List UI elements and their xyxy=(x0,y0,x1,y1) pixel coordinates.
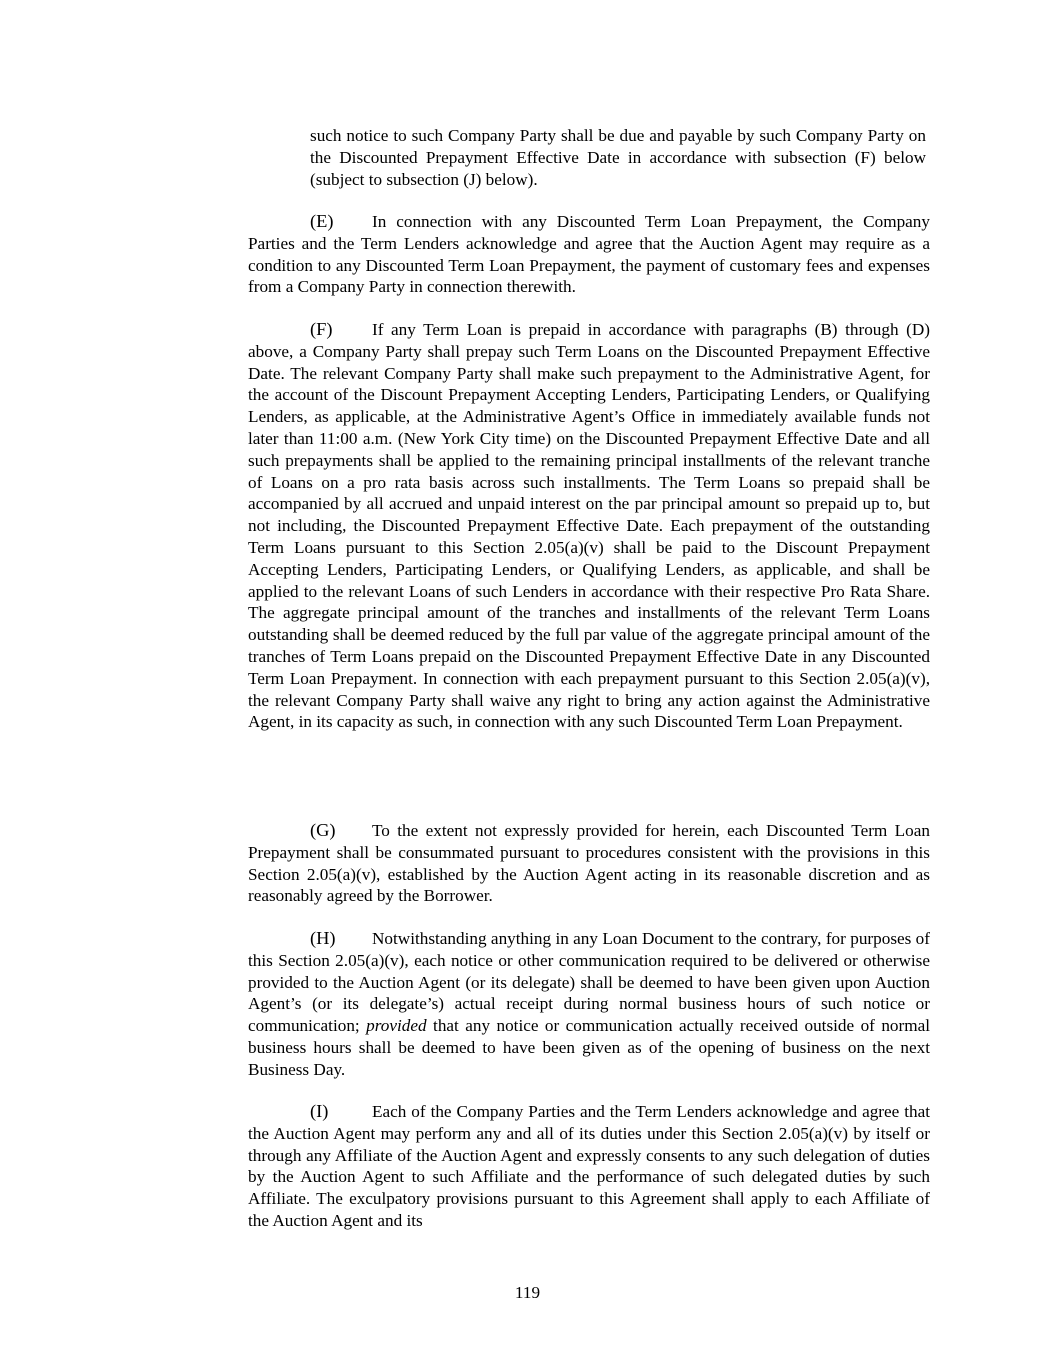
page-number: 119 xyxy=(514,1283,541,1302)
paragraph-f-label: (F) xyxy=(310,319,333,339)
paragraph-h-text-before: Notwithstanding anything in any Loan Document to the contrary, for purposes of this Section 2.05(a)(v), each notice or other communication required to be delivered or otherwise provided to the Auction Agent (or its delegate) shall be deemed to have been given upon Auction Agent’s (or its delegate’s) actual receipt during normal business hours of such notice or communication; xyxy=(248,929,930,1036)
paragraph-g xyxy=(248,820,930,907)
paragraph-h xyxy=(248,928,930,1081)
paragraph-f-text: If any Term Loan is prepaid in accordance with paragraphs (B) through (D) above, a Company Party shall prepay such Term Loans on the Discounted Prepayment Effective Date. The relevant Company Party shall make such prepayment to the Administrative Agent, for the account of the Discount Prepayment Accepting Lenders, Participating Lenders, or Qualifying Lenders, as applicable, at the Administrative Agent’s Office in immediately available funds not later than 11:00 a.m. (New York City time) on the Discounted Prepayment Effective Date and all such prepayments shall be applied to the remaining principal installments of the relevant tranche of Loans on a pro rata basis across such installments. The Term Loans so prepaid shall be accompanied by all accrued and unpaid interest on the par principal amount so prepaid up to, but not including, the Discounted Prepayment Effective Date. Each prepayment of the outstanding Term Loans pursuant to this Section 2.05(a)(v) shall be paid to the Discount Prepayment Accepting Lenders, Participating Lenders, or Qualifying Lenders, as applicable, and shall be applied to the relevant Loans of such Lenders in accordance with their respective Pro Rata Share. The aggregate principal amount of the tranches and installments of the relevant Term Loans outstanding shall be deemed reduced by the full par value of the aggregate principal amount of the tranches of Term Loans prepaid on the Discounted Prepayment Effective Date in any Discounted Term Loan Prepayment. In connection with each prepayment pursuant to this Section 2.05(a)(v), the relevant Company Party shall waive any right to bring any action against the Administrative Agent, in its capacity as such, in connection with any such Discounted Term Loan Prepayment. xyxy=(248,320,930,732)
paragraph-h-text-after: that any notice or communication actually received outside of normal business hours shall be deemed to have been given as of the opening of business on the next Business Day. xyxy=(248,1016,931,1079)
paragraph-i-text: Each of the Company Parties and the Term Lenders acknowledge and agree that the Auction Agent may perform any and all of its duties under this Section 2.05(a)(v) by itself or through any Affiliate of the Auction Agent and expressly consents to any such delegation of duties by the Auction Agent to such Affiliate and the performance of such delegated duties by such Affiliate. The exculpatory provisions pursuant to this Agreement shall apply to each Affiliate of the Auction Agent and its xyxy=(248,1102,930,1230)
paragraph-g-text: To the extent not expressly provided for herein, each Discounted Term Loan Prepayment shall be consummated pursuant to procedures consistent with the provisions in this Section 2.05(a)(v), established by the Auction Agent acting in its reasonable discretion and as reasonably agreed by the Borrower. xyxy=(248,821,930,906)
paragraph-g-label: (G) xyxy=(310,820,336,840)
paragraph-f xyxy=(248,319,930,733)
paragraph-e xyxy=(248,211,930,298)
continuation-paragraph: such notice to such Company Party shall be due and payable by such Company Party on the Discounted Prepayment Effective Date in accordance with subsection (F) below (subject to subsection (J) below). xyxy=(310,126,926,189)
paragraph-h-label: (H) xyxy=(310,928,336,948)
paragraph-e-label: (E) xyxy=(310,211,334,231)
paragraph-i-label: (I) xyxy=(310,1101,329,1121)
paragraph-e-text: In connection with any Discounted Term Loan Prepayment, the Company Parties and the Term Lenders acknowledge and agree that the Auction Agent may require as a condition to any Discounted Term Loan Prepayment, the payment of customary fees and expenses from a Company Party in connection therewith. xyxy=(248,212,930,297)
paragraph-h-italic-provided: provided xyxy=(366,1016,427,1036)
paragraph-i xyxy=(248,1101,930,1232)
